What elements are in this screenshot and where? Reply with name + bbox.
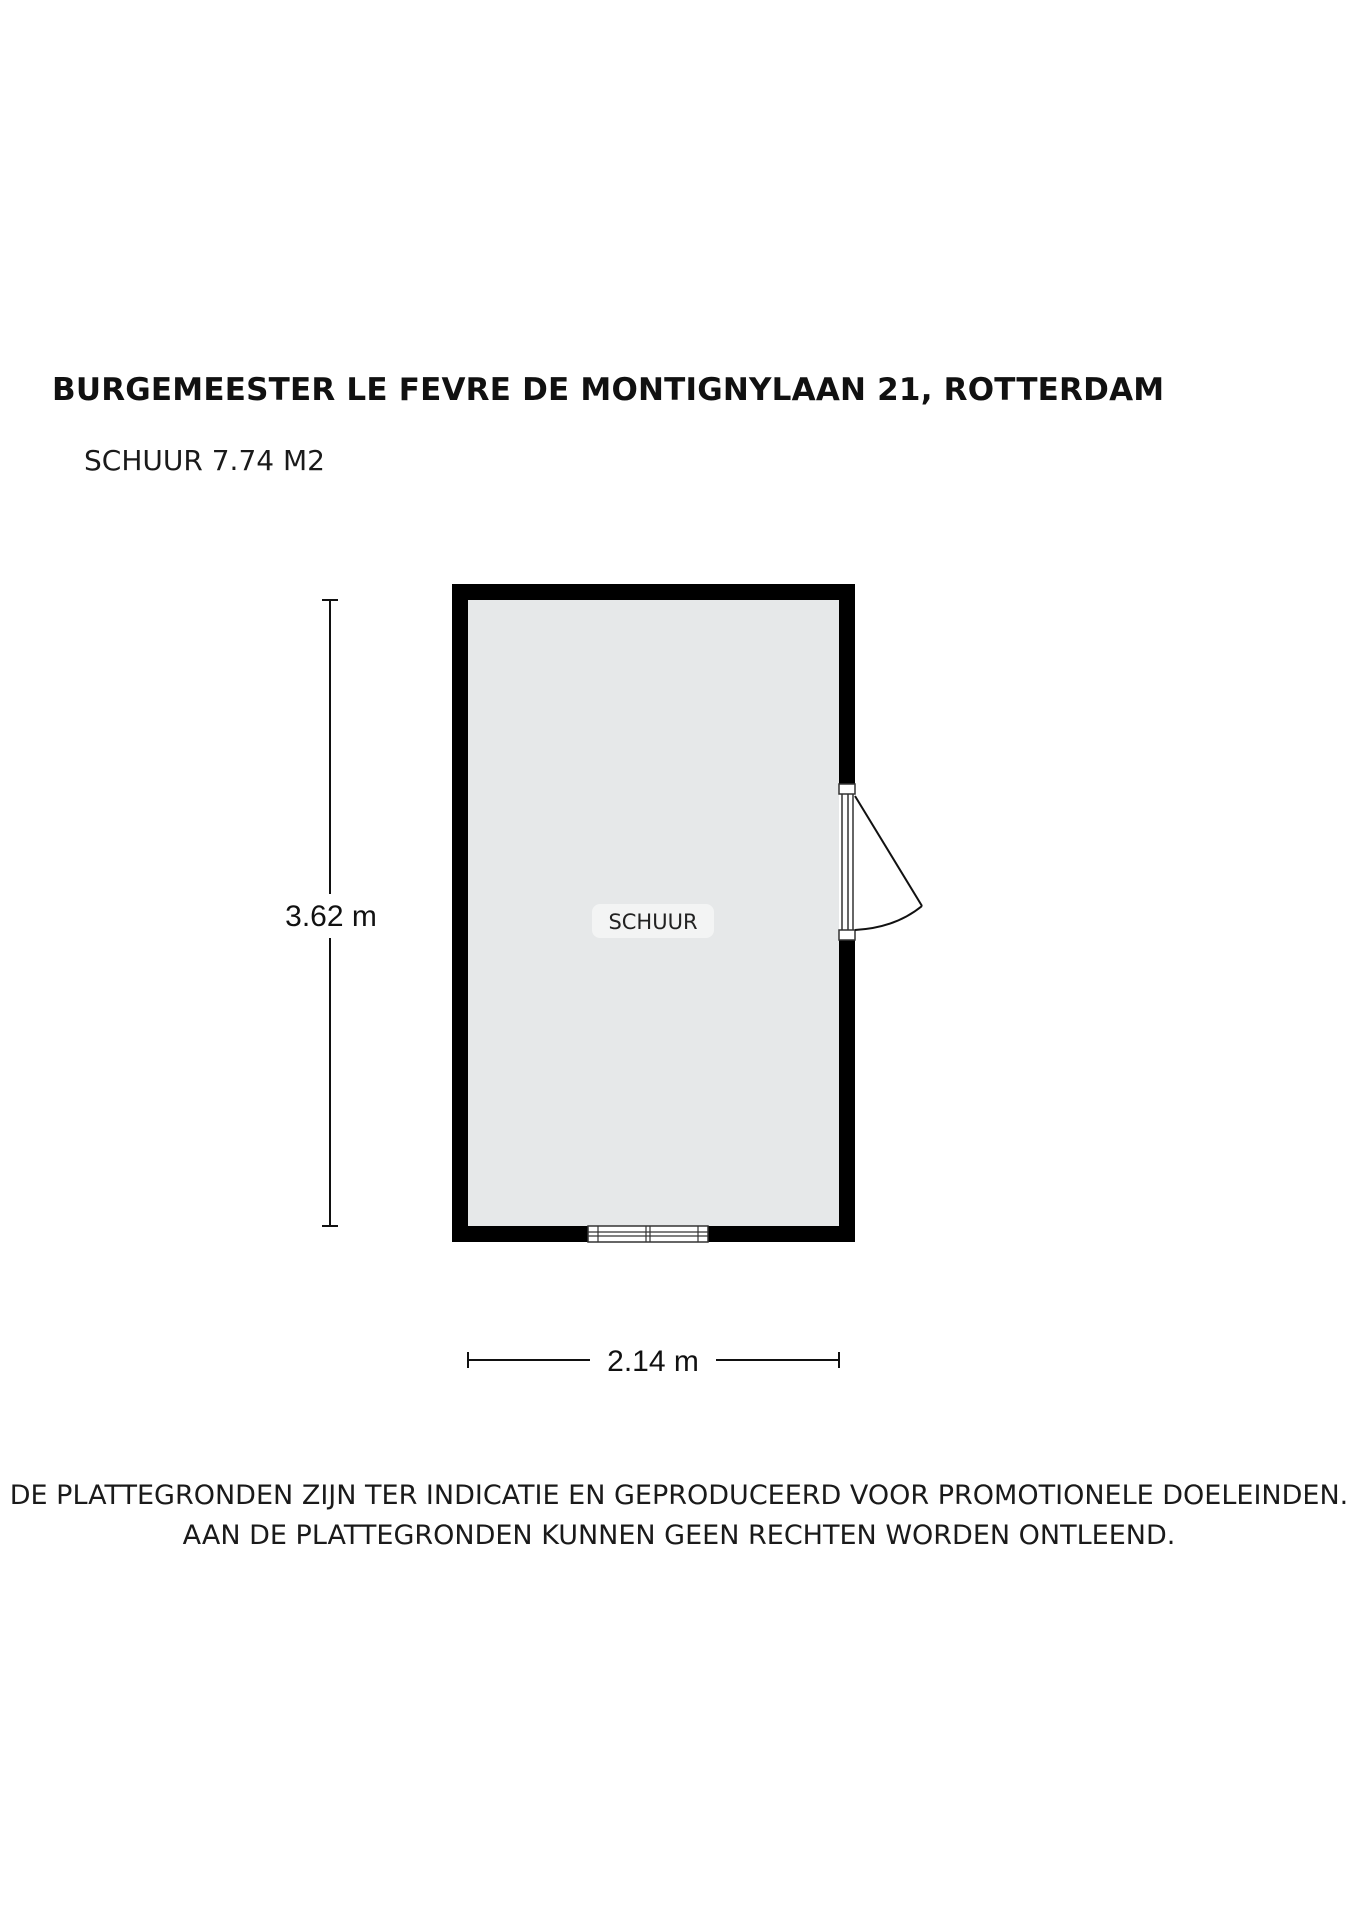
height-dimension-label: 3.62 m [285, 900, 377, 933]
width-dimension-label: 2.14 m [607, 1345, 699, 1378]
window [588, 1226, 708, 1242]
room-label: SCHUUR [608, 910, 698, 934]
area-summary: SCHUUR 7.74 M2 [84, 444, 325, 477]
disclaimer-line-1: DE PLATTEGRONDEN ZIJN TER INDICATIE EN GEPRODUCEERD VOOR PROMOTIONELE DOELEINDEN. [9, 1480, 1349, 1511]
address-title: BURGEMEESTER LE FEVRE DE MONTIGNYLAAN 21, ROTTERDAM [52, 372, 1165, 408]
door [839, 784, 922, 940]
disclaimer-line-2: AAN DE PLATTEGRONDEN KUNNEN GEEN RECHTEN WORDEN ONTLEEND. [182, 1520, 1176, 1551]
